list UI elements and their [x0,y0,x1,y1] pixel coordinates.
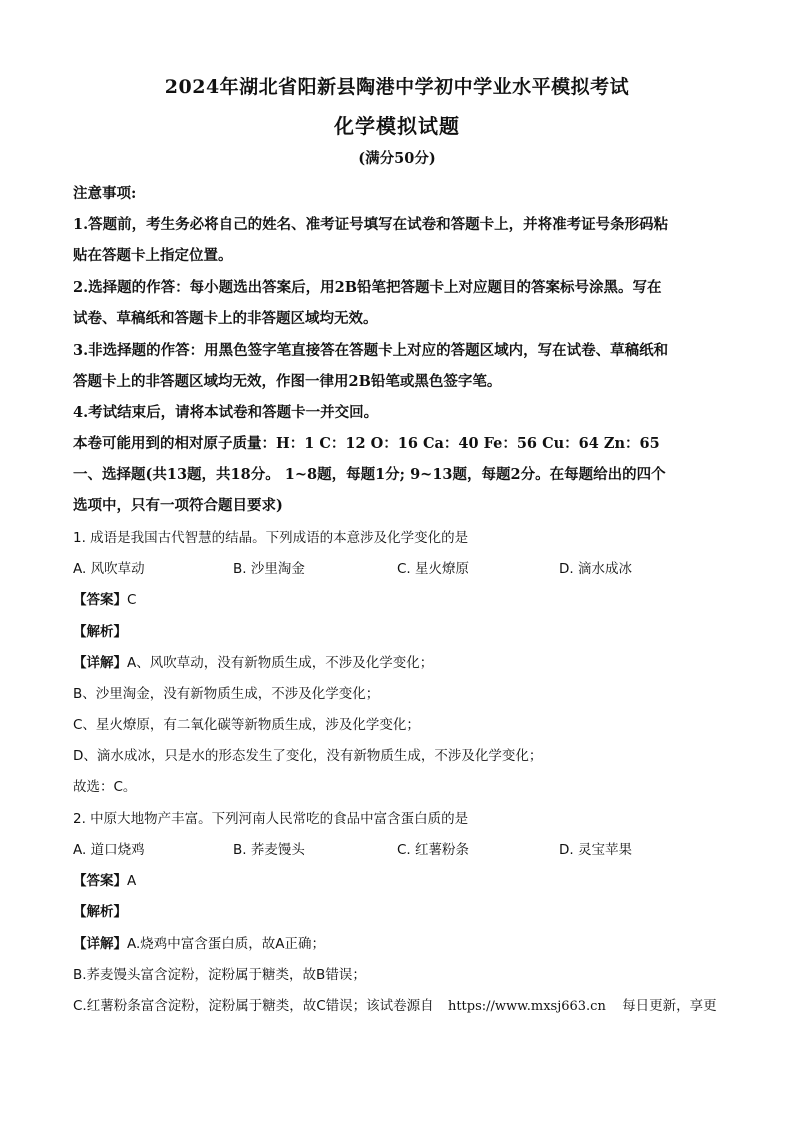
option-b: B. 荞麦馒头 [233,842,305,858]
footer-source: 该试卷源自 [366,998,434,1014]
section-heading-cont: 选项中，只有一项符合题目要求) [73,497,283,514]
detail-line [73,932,733,952]
option-c: C. 星火燎原 [397,561,470,577]
notice-line: 试卷、草稿纸和答题卡上的非答题区域均无效。 [73,310,378,327]
detail-line: B、沙里淘金，没有新物质生成，不涉及化学变化； [73,686,380,702]
answer-value: A [127,873,137,889]
option-b: B. 沙里淘金 [233,561,305,577]
answer-line [73,869,733,889]
analysis-tag: 【解析】 [73,904,127,920]
section-heading: 一、选择题(共13题，共18分。 1~8题，每题1分; 9~13题，每题2分。在每题给出的四个 [73,466,666,483]
footer-link[interactable]: https://www.mxsj663.cn [447,999,606,1014]
detail-text: A、风吹草动，没有新物质生成，不涉及化学变化； [127,655,434,671]
atomic-mass-line: 本卷可能用到的相对原子质量：H：1 C：12 O：16 Ca：40 Fe：56 Cu：64 Zn：65 [73,435,660,452]
option-d: D. 滴水成冰 [559,561,632,577]
option-d: D. 灵宝苹果 [559,842,632,858]
question-2-stem: 2. 中原大地物产丰富。下列河南人民常吃的食品中富含蛋白质的是 [73,811,469,827]
notice-line: 3.非选择题的作答：用黑色签字笔直接答在答题卡上对应的答题区域内，写在试卷、草稿纸和 [73,342,669,359]
answer-value: C [127,592,137,608]
exam-title: 2024年湖北省阳新县陶港中学初中学业水平模拟考试 [164,76,630,98]
full-score: (满分50分) [358,150,436,167]
detail-text: A.烧鸡中富含蛋白质，故A正确； [127,936,326,952]
exam-subtitle: 化学模拟试题 [334,114,460,138]
detail-line [73,651,733,671]
detail-tag: 【详解】 [73,655,127,671]
notice-line: 4.考试结束后，请将本试卷和答题卡一并交回。 [73,404,379,421]
answer-line [73,588,733,608]
detail-line: C、星火燎原，有二氧化碳等新物质生成，涉及化学变化； [73,717,420,733]
answer-tag: 【答案】 [73,592,127,608]
notice-line: 答题卡上的非答题区域均无效，作图一律用2B铅笔或黑色签字笔。 [73,373,502,390]
detail-tag: 【详解】 [73,936,127,952]
question-1-stem: 1. 成语是我国古代智慧的结晶。下列成语的本意涉及化学变化的是 [73,530,469,546]
notice-line: 2.选择题的作答：每小题选出答案后，用2B铅笔把答题卡上对应题目的答案标号涂黑。写在 [73,279,662,296]
notice-heading: 注意事项: [73,185,137,202]
answer-tag: 【答案】 [73,873,127,889]
option-c: C. 红薯粉条 [397,842,470,858]
analysis-tag: 【解析】 [73,624,127,640]
notice-line: 贴在答题卡上指定位置。 [73,247,233,264]
footer-tail: 每日更新，享更 [622,998,717,1014]
option-a: A. 风吹草动 [73,561,145,577]
detail-line: B.荞麦馒头富含淀粉，淀粉属于糖类，故B错误； [73,967,366,983]
detail-line [73,994,733,1014]
detail-line: D、滴水成冰，只是水的形态发生了变化，没有新物质生成，不涉及化学变化； [73,748,543,764]
detail-text: C.红薯粉条富含淀粉，淀粉属于糖类，故C错误； [73,998,367,1014]
detail-line: 故选：C。 [73,779,137,795]
option-a: A. 道口烧鸡 [73,842,145,858]
notice-line: 1.答题前，考生务必将自己的姓名、准考证号填写在试卷和答题卡上，并将准考证号条形码粘 [73,216,669,233]
